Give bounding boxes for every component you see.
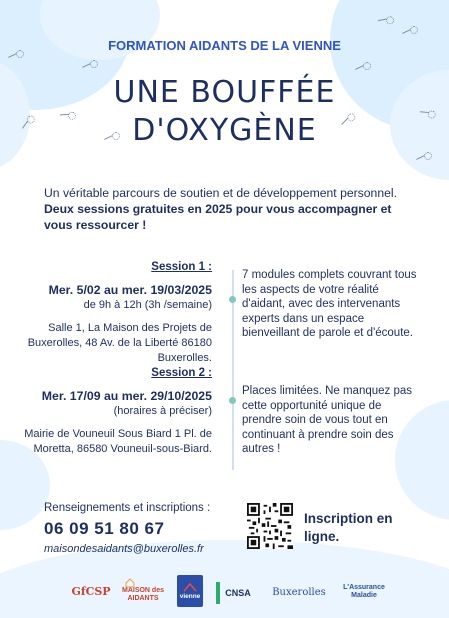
contact-email[interactable]: maisondesaidants@buxerolles.fr xyxy=(44,543,204,555)
contact-block xyxy=(44,502,210,555)
session-1-hours: de 9h à 12h (3h /semaine) xyxy=(83,299,212,311)
title-line-1: UNE BOUFFÉE xyxy=(113,75,336,110)
assurance-maladie-logo-text: L'Assurance Maladie xyxy=(343,584,385,599)
vienne-logo-text: vienne xyxy=(179,592,201,600)
contact-label: Renseignements et inscriptions : xyxy=(44,502,211,514)
contact-phone[interactable]: 06 09 51 80 67 xyxy=(44,519,165,538)
assurance-maladie-logo xyxy=(338,578,390,606)
session-1-dates: Mer. 5/02 au mer. 19/03/2025 xyxy=(48,283,212,297)
places-description: Places limitées. Ne manquez pas cette opportunité unique de prendre soin de vous tout en continuant à prendre soin des autres ! xyxy=(242,385,413,455)
dandelion-seed-icon xyxy=(82,60,96,70)
vienne-emblem-icon xyxy=(183,583,197,593)
session-2-hours: (horaires à préciser) xyxy=(113,405,212,417)
kicker-heading: FORMATION AIDANTS DE LA VIENNE xyxy=(108,38,341,53)
session-1-address: Salle 1, La Maison des Projets de Buxerolles, 48 Av. de la Liberté 86180 Buxerolles. xyxy=(27,322,212,364)
intro-text: Un véritable parcours de soutien et de développement personnel. xyxy=(44,186,397,200)
modules-description: 7 modules complets couvrant tous les aspects de votre réalité d'aidant, avec des intervenants experts dans un espace bienveillant de parole et d'écoute. xyxy=(242,269,417,339)
session-2-dates: Mer. 17/09 au mer. 29/10/2025 xyxy=(41,389,212,403)
buxerolles-logo-text: Buxerolles xyxy=(272,586,326,598)
session-2-address: Mairie de Vouneuil Sous Biard 1 Pl. de Moretta, 86580 Vouneuil-sous-Biard. xyxy=(24,428,212,455)
buxerolles-logo xyxy=(268,580,330,604)
intro-bold-text: Deux sessions gratuites en 2025 pour vous accompagner et vous ressourcer ! xyxy=(44,202,392,232)
session-1-title: Session 1 : xyxy=(151,261,212,273)
gfcsp-logo-text: GfCSP xyxy=(71,584,111,598)
intro-paragraph xyxy=(44,185,422,233)
timeline-dot xyxy=(229,296,236,303)
timeline-dot xyxy=(229,397,236,404)
cnsa-logo-text: CNSA xyxy=(225,588,251,598)
online-registration-text[interactable] xyxy=(304,510,394,546)
session-2-title: Session 2 : xyxy=(151,367,212,379)
session-2-block xyxy=(12,366,212,457)
vienne-logo xyxy=(177,575,203,607)
gfcsp-logo xyxy=(73,578,109,604)
maison-des-aidants-logo xyxy=(121,576,165,606)
main-title xyxy=(0,74,449,150)
qr-code-icon[interactable] xyxy=(247,503,293,549)
cnsa-logo xyxy=(216,582,256,604)
title-line-2: D'OXYGÈNE xyxy=(132,113,317,148)
house-icon xyxy=(125,578,135,588)
dandelion-seed-icon xyxy=(402,26,416,36)
online-registration-label: Inscription en ligne. xyxy=(304,511,393,544)
session-1-block xyxy=(12,260,212,366)
maison-logo-text: MAISON des AIDANTS xyxy=(121,587,164,602)
dandelion-seed-icon xyxy=(416,152,430,162)
dandelion-seed-icon xyxy=(355,62,369,72)
